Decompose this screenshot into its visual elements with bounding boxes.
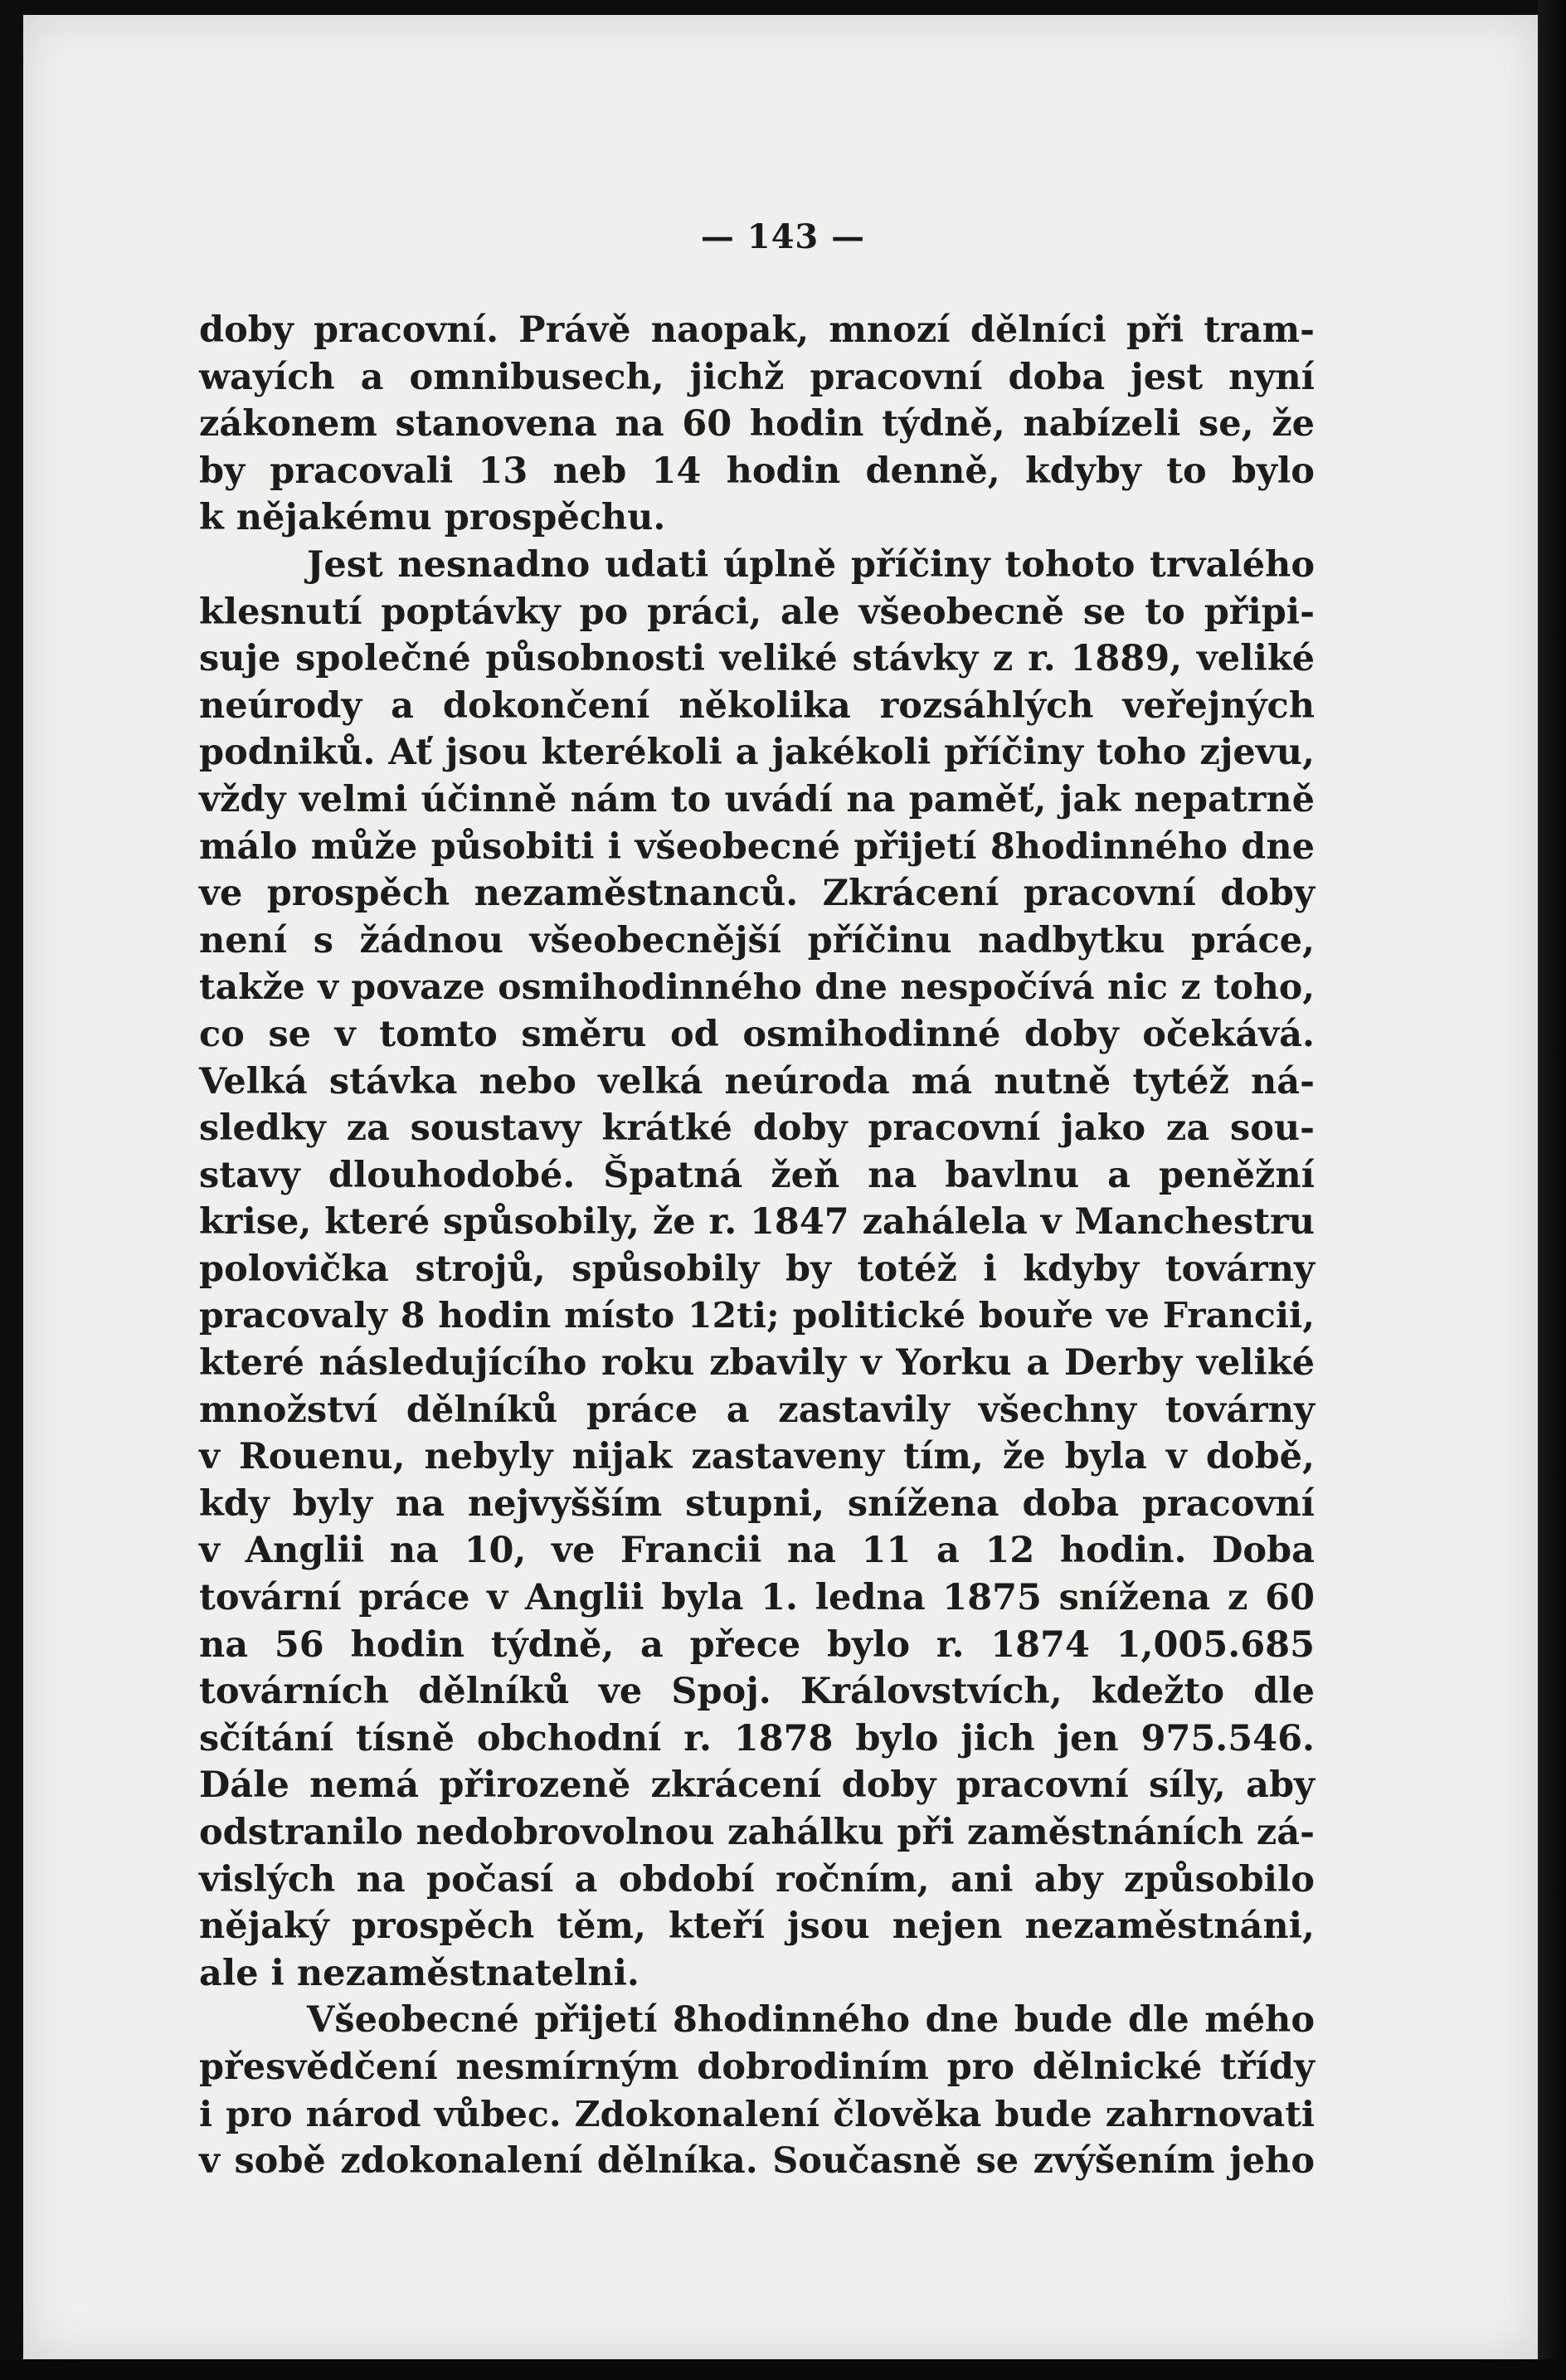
text-line: Dále nemá přirozeně zkrácení doby pracovní síly, aby (199, 1764, 1315, 1807)
text-line: co se v tomto směru od osmihodinné doby očekává. (199, 1013, 1315, 1055)
text-line: zákonem stanovena na 60 hodin týdně, nabízeli se, že (199, 403, 1315, 445)
scan-border-bottom (0, 2359, 1566, 2380)
text-line: nějaký prospěch těm, kteří jsou nejen nezaměstnáni, (199, 1905, 1315, 1948)
text-line: sčítání tísně obchodní r. 1878 bylo jich jen 975.546. (199, 1717, 1315, 1759)
text-line: podniků. Ať jsou kterékoli a jakékoli příčiny toho zjevu, (199, 732, 1315, 774)
text-line: kdy byly na nejvyšším stupni, snížena doba pracovní (199, 1482, 1315, 1525)
page-number: — 143 — (700, 217, 866, 256)
text-line: vždy velmi účinně nám to uvádí na paměť, jak nepatrně (199, 778, 1315, 820)
text-line: které následujícího roku zbavily v Yorku a Derby veliké (199, 1342, 1315, 1385)
text-line: k nějakému prospěchu. (199, 497, 666, 539)
text-line: takže v povaze osmihodinného dne nespočívá nic z toho, (199, 966, 1315, 1009)
text-line: suje společné působnosti veliké stávky z r. 1889, veliké (199, 638, 1315, 680)
text-line: na 56 hodin týdně, a přece bylo r. 1874 1,005.685 (199, 1623, 1315, 1666)
text-line: Velká stávka nebo velká neúroda má nutně tytéž ná- (199, 1060, 1315, 1102)
text-line: klesnutí poptávky po práci, ale všeobecně se to připi- (199, 591, 1315, 633)
text-line: přesvědčení nesmírným dobrodiním pro dělnické třídy (199, 2046, 1315, 2088)
text-line: množství dělníků práce a zastavily všechny továrny (199, 1389, 1315, 1431)
text-line: polovička strojů, spůsobily by totéž i kdyby továrny (199, 1248, 1315, 1290)
text-line: odstranilo nedobrovolnou zahálku při zaměstnáních zá- (199, 1812, 1315, 1853)
text-line: tovární práce v Anglii byla 1. ledna 1875 snížena z 60 (199, 1577, 1315, 1619)
text-line: sledky za soustavy krátké doby pracovní jako za sou- (199, 1107, 1315, 1150)
text-line: vislých na počasí a období ročním, ani aby způsobilo (199, 1858, 1315, 1901)
text-line: ale i nezaměstnatelni. (199, 1952, 640, 1994)
text-line: v Anglii na 10, ve Francii na 11 a 12 hodin. Doba (199, 1530, 1315, 1572)
text-line: není s žádnou všeobecnější příčinu nadbytku práce, (199, 919, 1315, 961)
text-line: stavy dlouhodobé. Špatná žeň na bavlnu a peněžní (199, 1154, 1315, 1196)
text-line: ve prospěch nezaměstnanců. Zkrácení pracovní doby (199, 873, 1315, 915)
text-line: v Rouenu, nebyly nijak zastaveny tím, že byla v době, (199, 1436, 1315, 1478)
text-line: neúrody a dokončení několika rozsáhlých veřejných (199, 684, 1315, 727)
body-text (199, 307, 1315, 2185)
text-line: by pracovali 13 neb 14 hodin denně, kdyby to bylo (199, 450, 1315, 492)
text-line: krise, které spůsobily, že r. 1847 zahálela v Manchestru (199, 1201, 1315, 1244)
text-line: wayích a omnibusech, jichž pracovní doba jest nyní (199, 356, 1315, 398)
text-line: málo může působiti i všeobecné přijetí 8hodinného dne (199, 825, 1315, 868)
text-line: v sobě zdokonalení dělníka. Současně se zvýšením jeho (199, 2140, 1315, 2183)
text-line: továrních dělníků ve Spoj. Královstvích, kdežto dle (199, 1671, 1315, 1713)
text-line: i pro národ vůbec. Zdokonalení člověka bude zahrnovati (199, 2093, 1315, 2135)
text-line: Všeobecné přijetí 8hodinného dne bude dle mého (307, 1999, 1315, 2042)
text-line: doby pracovní. Právě naopak, mnozí dělníci při tram- (199, 309, 1315, 351)
text-line: pracovaly 8 hodin místo 12ti; politické bouře ve Francii, (199, 1295, 1315, 1337)
text-line: Jest nesnadno udati úplně příčiny tohoto trvalého (307, 543, 1315, 586)
scan-border-right (1538, 0, 1566, 2380)
